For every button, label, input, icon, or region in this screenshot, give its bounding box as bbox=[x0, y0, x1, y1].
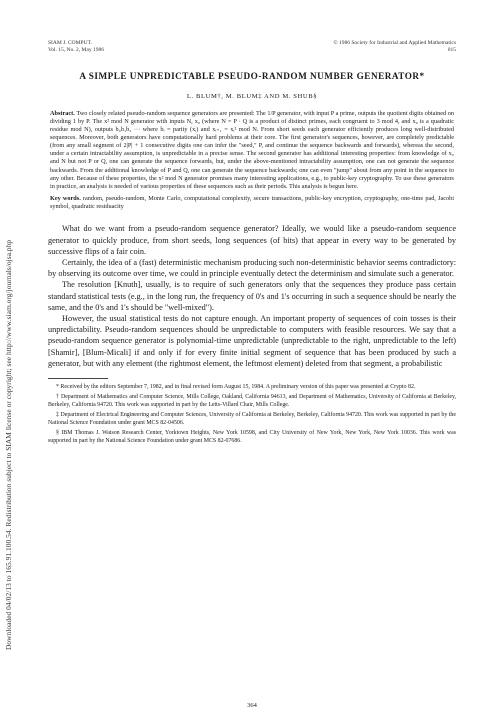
paper-authors: L. BLUM†, M. BLUM‡ AND M. SHUB§ bbox=[186, 92, 318, 100]
copyright-text: © 1986 Society for Industrial and Applied Mathematics bbox=[333, 40, 456, 46]
journal-header bbox=[48, 40, 456, 54]
footnote: † Department of Mathematics and Computer Science, Mills College, Oakland, California 94613, and Department of Mathematics, University of California at Berkeley, Berkeley, California 94720. This work was supported in part by the Letts-Villard Chair, Mills College. bbox=[48, 394, 456, 409]
footnote: * Received by the editors September 7, 1982, and in final revised form August 15, 1984. A preliminary version of this paper was presented at Crypto 82. bbox=[56, 384, 416, 391]
keywords-text: random, pseudo-random, Monte Carlo, computational complexity, secure transactions, public-key encryption, cryptography, one-time pad, Jacobi symbol, quadratic residuacity bbox=[50, 195, 454, 211]
journal-name: SIAM J. COMPUT. bbox=[48, 40, 92, 46]
body-paragraph: What do we want from a pseudo-random sequence generator? Ideally, we would like a pseudo-random sequence generator to quickly produce, from short seeds, long sequences (of bits) that appear in every way to be generated by successive flips of a fair coin. bbox=[48, 224, 456, 256]
footnote: § IBM Thomas J. Watson Research Center, Yorktown Heights, New York 10598, and City University of New York, New York, New York 10036. This work was supported in part by the National Science Foundation under grant MCS 82-07686. bbox=[48, 430, 456, 445]
body-text bbox=[48, 223, 456, 369]
footnotes bbox=[48, 383, 456, 445]
footnote: ‡ Department of Electrical Engineering and Computer Sciences, University of California at Berkeley, Berkeley, California 94720. This work was supported in part by the National Science Foundation under grant MCS 82-04506. bbox=[48, 412, 456, 427]
keywords bbox=[48, 195, 456, 211]
journal-info bbox=[48, 40, 104, 54]
article-code: 015 bbox=[447, 47, 456, 53]
abstract-lead: Abstract. bbox=[50, 109, 75, 117]
abstract-text: Two closely related pseudo-random sequence generators are presented: The 1/P generator, with input P a prime, outputs the quotient digits obtained on dividing 1 by P. The x² mod N generator with inputs N, x₀ (where N = P · Q is a product of distinct primes, each congruent to 3 mod 4, and x₀ is a quadratic residue mod N), outputs b₀b₁b₂ ··· where bᵢ = parity (xᵢ) and xᵢ₊₁ = xᵢ² mod N. From short seeds each generator efficiently produces long well-distributed sequences. Moreover, both generators have computationally hard problems at their core. The first generator's sequences, however, are completely predictable (from any small segment of 2|P| + 1 consecutive digits one can infer the "seed," P, and continue the sequence backwards and forwards), whereas the second, under a certain intractability assumption, is unpredictable in a precise sense. The second generator has additional interesting properties: from knowledge of x₀ and N but not P or Q, one can generate the sequence forwards, but, under the above-mentioned intractability assumption, one can not generate the sequence backwards. From the additional knowledge of P and Q, one can generate the sequence backwards; one can even "jump" about from any point in the sequence to any other. Because of these properties, the x² mod N generator promises many interesting applications, e.g., to public-key cryptography. To use these generators in practice, an analysis is needed of various properties of these sequences such as their periods. This analysis is begun here. bbox=[50, 109, 455, 190]
body-paragraph: However, the usual statistical tests do not capture enough. An important property of sequences of coin tosses is their unpredictability. Pseudo-random sequences should be unpredictable to computers with feasible resources. We say that a pseudo-random sequence generator is polynomial-time unpredictable (unpredictable to the right, unpredictable to the left) [Shamir], [Blum-Micali] if and only if for every finite initial segment of sequence that has been produced by such a generator, but with any element (the rightmost element, the leftmost element) deleted from that segment, a probabilistic bbox=[48, 314, 456, 368]
footnote-rule bbox=[48, 378, 108, 379]
body-paragraph: The resolution [Knuth], usually, is to require of such generators only that the sequences they produce pass certain standard statistical tests (e.g., in the long run, the frequency of 0's and 1's occurring in such a sequence should be nearly the same, and the 0's and 1's should be "well-mixed"). bbox=[48, 280, 456, 312]
keywords-lead: Key words. bbox=[50, 195, 81, 203]
copyright-side-notice: Downloaded 04/02/13 to 165.91.100.54. Redistribution subject to SIAM license or copyright; see http://www.siam.org/journals/ojsa.php bbox=[4, 239, 13, 650]
journal-volume: Vol. 15, No. 2, May 1986 bbox=[48, 47, 104, 53]
body-paragraph: Certainly, the idea of a (fast) deterministic mechanism producing such non-deterministic behavior seems contradictory: by observing its outcome over time, we could in principle eventually detect the determinism and simulate such a generator. bbox=[48, 257, 456, 279]
copyright-info bbox=[333, 40, 456, 54]
paper-page bbox=[48, 40, 456, 709]
page-number: 364 bbox=[247, 702, 257, 709]
paper-title: A SIMPLE UNPREDICTABLE PSEUDO-RANDOM NUMBER GENERATOR* bbox=[79, 71, 425, 81]
abstract bbox=[48, 110, 456, 192]
